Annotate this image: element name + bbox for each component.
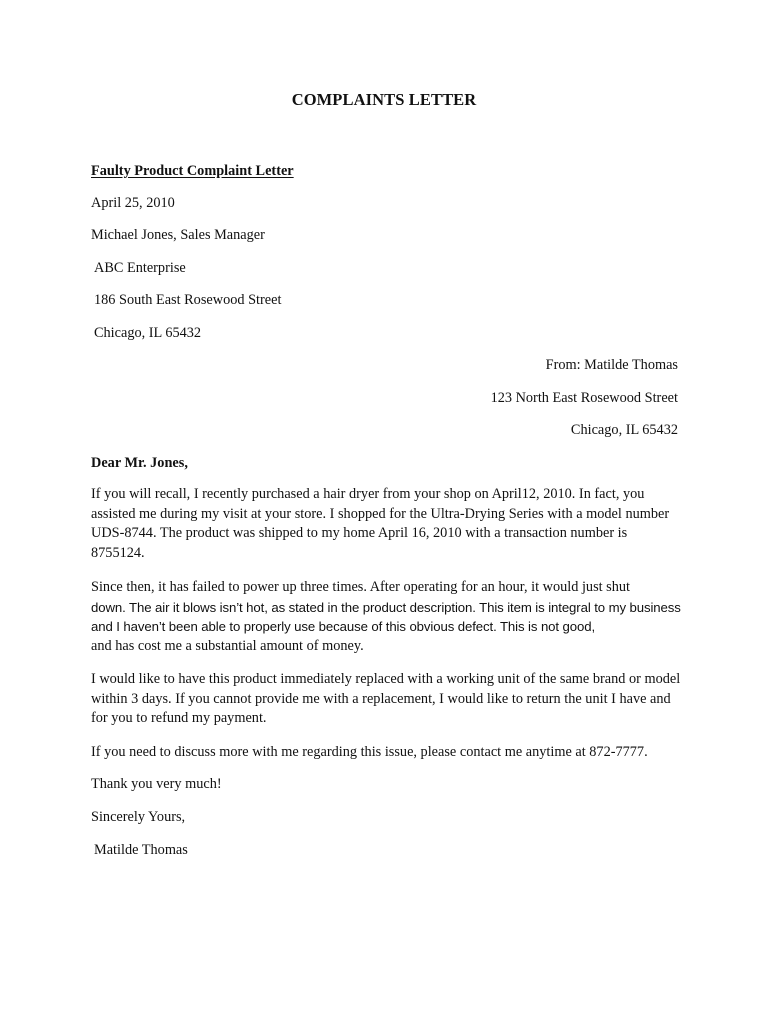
paragraph-request: I would like to have this product immediately replaced with a working unit of the same brand or model within 3 days. If you cannot provide me with a replacement, I would like to return the unit I have and for you to refund my payment. [91,671,681,727]
paragraph-defect-last: and has cost me a substantial amount of money. [91,637,364,654]
recipient-street: 186 South East Rosewood Street [94,292,282,308]
recipient-company: ABC Enterprise [94,260,186,276]
recipient-name: Michael Jones, Sales Manager [91,227,265,243]
letter-title: COMPLAINTS LETTER [291,90,477,109]
recipient-city: Chicago, IL 65432 [94,325,202,341]
signature-name: Matilde Thomas [94,842,188,858]
paragraph-defect-middle: down. The air it blows isn’t hot, as stated in the product description. This item is integral to my business and I haven’t been able to properly use because of this obvious defect. This is not good, [91,599,681,635]
letter-date: April 25, 2010 [91,195,175,211]
closing-line: Sincerely Yours, [91,809,186,825]
paragraph-defect [91,578,683,656]
letter-subject: Faulty Product Complaint Letter [91,163,294,179]
sender-street: 123 North East Rosewood Street [490,390,678,406]
sender-city: Chicago, IL 65432 [570,422,678,438]
thanks-line: Thank you very much! [91,776,222,792]
sender-from: From: Matilde Thomas [545,357,678,373]
paragraph-defect-line1: Since then, it has failed to power up three times. After operating for an hour, it would just shut [91,579,631,595]
paragraph-contact: If you need to discuss more with me regarding this issue, please contact me anytime at 872-7777. [91,744,648,760]
salutation: Dear Mr. Jones, [91,455,188,471]
paragraph-purchase: If you will recall, I recently purchased a hair dryer from your shop on April12, 2010. In fact, you assisted me during my visit at your store. I shopped for the Ultra-Drying Series with a model number UDS-8744. The product was shipped to my home April 16, 2010 with a transaction number is 8755124. [91,486,670,561]
